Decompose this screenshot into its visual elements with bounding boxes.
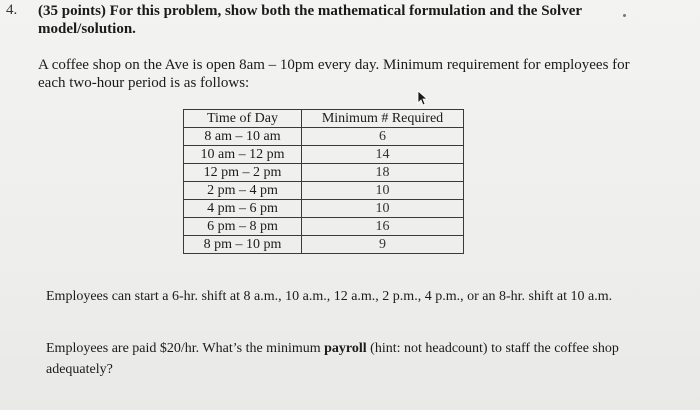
minimum-cell: 6 [302, 128, 464, 146]
time-cell: 8 am – 10 am [184, 128, 302, 146]
question-heading: (35 points) For this problem, show both the mathematical formulation and the Solver model/solution. [38, 3, 582, 37]
mouse-pointer-icon [415, 90, 429, 106]
payroll-text-after: (hint: not headcount) to staff the coffee shop adequately? [46, 341, 619, 377]
table-row [184, 146, 464, 164]
table-row [184, 218, 464, 236]
speck-mark [623, 14, 626, 17]
time-cell: 2 pm – 4 pm [184, 182, 302, 200]
staffing-requirements-table [183, 109, 464, 254]
question-number: 4. [6, 2, 18, 18]
time-cell: 10 am – 12 pm [184, 146, 302, 164]
column-header-time: Time of Day [184, 110, 302, 128]
minimum-cell: 14 [302, 146, 464, 164]
table-header-row [184, 110, 464, 128]
table-row [184, 164, 464, 182]
minimum-cell: 18 [302, 164, 464, 182]
time-cell: 12 pm – 2 pm [184, 164, 302, 182]
table-row [184, 200, 464, 218]
time-cell: 6 pm – 8 pm [184, 218, 302, 236]
problem-intro: A coffee shop on the Ave is open 8am – 10pm every day. Minimum requirement for employees for each two-hour period is as follows: [38, 57, 630, 91]
table-row [184, 236, 464, 254]
payroll-bold-word: payroll [324, 341, 367, 356]
time-cell: 8 pm – 10 pm [184, 236, 302, 254]
minimum-cell: 10 [302, 200, 464, 218]
column-header-minimum: Minimum # Required [302, 110, 464, 128]
table-row [184, 182, 464, 200]
payroll-text-before: Employees are paid $20/hr. What’s the minimum [46, 341, 325, 356]
minimum-cell: 10 [302, 182, 464, 200]
minimum-cell: 16 [302, 218, 464, 236]
table-row [184, 128, 464, 146]
minimum-cell: 9 [302, 236, 464, 254]
payroll-question [46, 338, 676, 380]
shift-options-text: Employees can start a 6-hr. shift at 8 a.m., 10 a.m., 12 a.m., 2 p.m., 4 p.m., or an 8-hr. shift at 10 a.m. [46, 289, 613, 304]
time-cell: 4 pm – 6 pm [184, 200, 302, 218]
